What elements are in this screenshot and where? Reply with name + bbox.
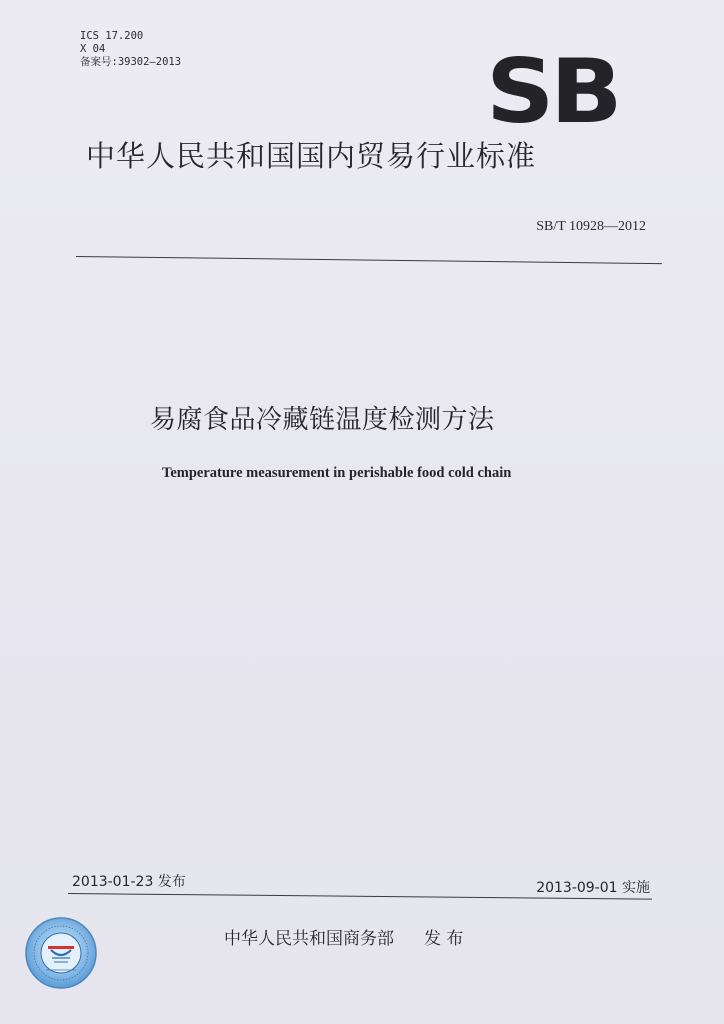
implementation-date: 2013-09-01 实施 [536,880,650,896]
publisher-action: 发 布 [424,929,464,949]
filing-number: 备案号:39302—2013 [80,56,182,68]
ccs-code: X 04 [80,43,106,55]
header-divider [76,256,662,264]
publisher-name: 中华人民共和国商务部 [224,929,394,949]
classification-block [80,30,181,69]
sb-logo: SB [486,40,619,143]
standard-number: SB/T 10928—2012 [536,219,646,234]
publisher-line [224,924,463,949]
document-title-chinese: 易腐食品冷藏链温度检测方法 [150,405,495,435]
standard-category: 中华人民共和国国内贸易行业标准 [86,139,537,173]
issue-date: 2013-01-23 发布 [72,874,186,890]
ics-code: ICS 17.200 [80,30,144,42]
anti-counterfeit-seal-icon [24,916,98,990]
document-title-english: Temperature measurement in perishable food cold chain [162,465,512,481]
